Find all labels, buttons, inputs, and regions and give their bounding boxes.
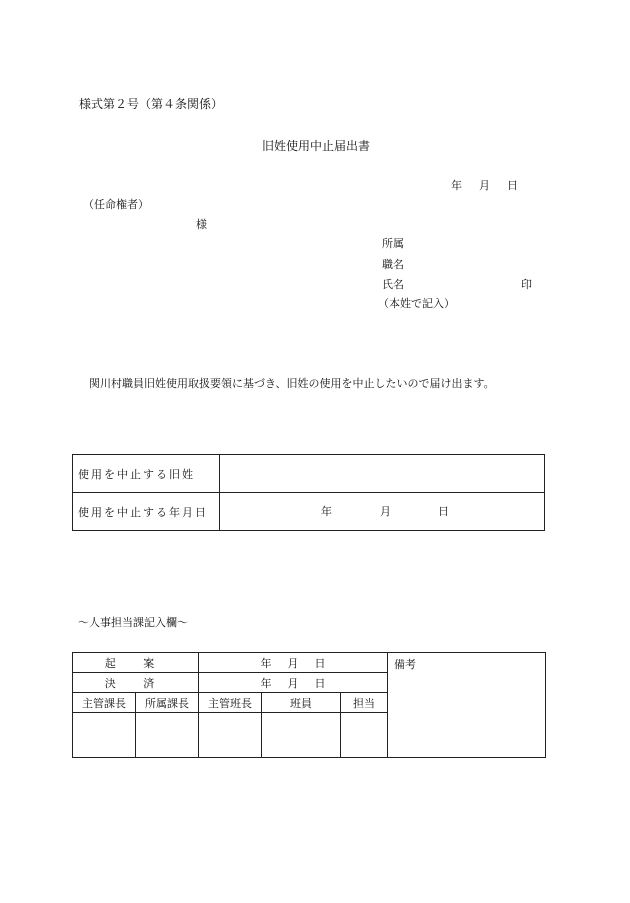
approval-year: 年	[260, 676, 272, 690]
statement-text: 関川村職員旧姓使用取扱要領に基づき、旧姓の使用を中止したいので届け出ます。	[89, 377, 495, 390]
date-month: 月	[479, 179, 490, 192]
col-header-chief-team-leader: 主管班長	[199, 693, 262, 713]
approval-month: 月	[287, 676, 299, 690]
col-header-in-charge: 担当	[341, 693, 388, 713]
seal-box-in-charge[interactable]	[341, 713, 388, 758]
col-header-chief-manager: 主管課長	[73, 693, 136, 713]
notes-cell[interactable]	[388, 653, 546, 758]
stop-date-label: 使用を中止する年月日	[73, 493, 220, 531]
document-title: 旧姓使用中止届出書	[262, 139, 371, 153]
table-row	[73, 653, 546, 673]
real-surname-note: （本姓で記入）	[378, 297, 455, 310]
approval-date-field[interactable]	[199, 673, 388, 693]
col-header-team-member: 班員	[262, 693, 341, 713]
name-label: 氏名	[382, 278, 404, 291]
seal-mark: 印	[521, 278, 532, 291]
stop-date-day: 日	[438, 505, 449, 518]
table-row	[73, 455, 545, 493]
position-label: 職名	[382, 258, 404, 271]
affiliation-label: 所属	[382, 237, 404, 250]
date-day: 日	[507, 179, 518, 192]
draft-date-field[interactable]	[199, 653, 388, 673]
col-header-section-manager: 所属課長	[136, 693, 199, 713]
table-row	[73, 493, 545, 531]
staff-section-heading: ～人事担当課記入欄～	[78, 616, 188, 629]
approval-day: 日	[314, 676, 326, 690]
draft-day: 日	[314, 656, 326, 670]
draft-label: 起 案	[73, 653, 199, 673]
stop-date-month: 月	[380, 505, 391, 518]
notes-label: 備考	[394, 658, 417, 671]
former-surname-field[interactable]	[220, 455, 545, 493]
seal-box-team-member[interactable]	[262, 713, 341, 758]
former-surname-label: 使用を中止する旧姓	[73, 455, 220, 493]
draft-year: 年	[260, 656, 272, 670]
approval-label: 決 済	[73, 673, 199, 693]
seal-box-chief-team-leader[interactable]	[199, 713, 262, 758]
addressee-authority: （任命権者）	[83, 198, 149, 211]
form-number: 様式第２号（第４条関係）	[79, 97, 224, 111]
surname-form-table	[72, 454, 545, 531]
stop-date-year: 年	[321, 505, 332, 518]
date-year: 年	[451, 179, 462, 192]
seal-box-chief-manager[interactable]	[73, 713, 136, 758]
staff-record-table	[72, 652, 546, 758]
stop-date-field[interactable]	[220, 493, 545, 531]
draft-month: 月	[287, 656, 299, 670]
addressee-honorific: 様	[196, 218, 207, 231]
seal-box-section-manager[interactable]	[136, 713, 199, 758]
